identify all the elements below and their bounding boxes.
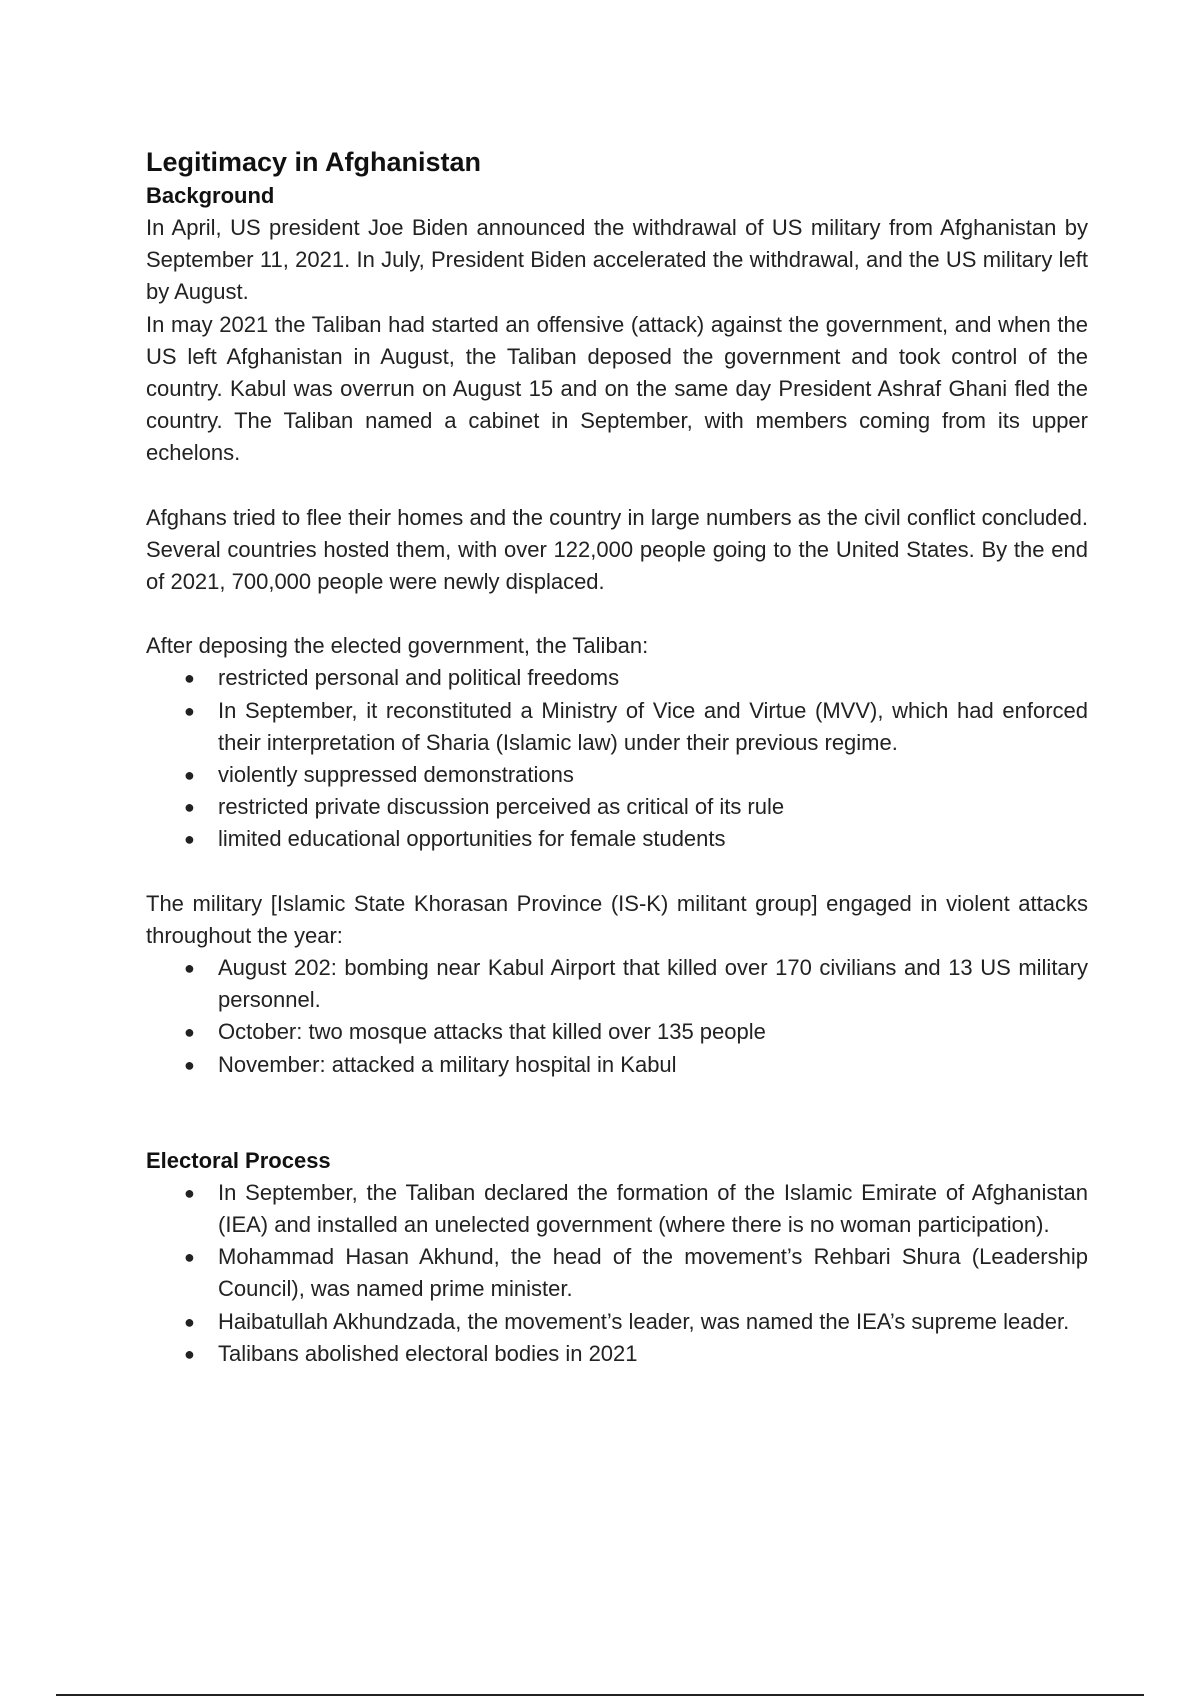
bullet-icon: ●: [184, 797, 195, 818]
background-heading: Background: [146, 183, 275, 208]
taliban-actions-intro: After deposing the elected government, the Taliban:: [146, 633, 649, 659]
bullet-icon: ●: [184, 1182, 195, 1203]
taliban-actions-list: [146, 662, 1088, 855]
bullet-icon: ●: [184, 1054, 195, 1075]
list-item: ● violently suppressed demonstrations: [218, 759, 1088, 791]
electoral-heading: Electoral Process: [146, 1147, 331, 1173]
list-item: ● August 202: bombing near Kabul Airport that killed over 170 civilians and 13 US military personnel.: [218, 952, 1088, 1016]
list-item: ● Mohammad Hasan Akhund, the head of the movement’s Rehbari Shura (Leadership Council), was named prime minister.: [218, 1241, 1088, 1305]
bullet-icon: ●: [184, 1311, 195, 1332]
bullet-icon: ●: [184, 700, 195, 721]
spacer: [146, 598, 1088, 630]
page-divider: [56, 1694, 1144, 1696]
list-item: ● Haibatullah Akhundzada, the movement’s leader, was named the IEA’s supreme leader.: [218, 1306, 1088, 1338]
bullet-icon: ●: [184, 765, 195, 786]
list-item: ● restricted private discussion perceived as critical of its rule: [218, 791, 1088, 823]
bullet-icon: ●: [184, 1247, 195, 1268]
bullet-icon: ●: [184, 1022, 195, 1043]
bullet-icon: ●: [184, 958, 195, 979]
electoral-list: [146, 1177, 1088, 1370]
spacer: [146, 1081, 1088, 1145]
bullet-icon: ●: [184, 668, 195, 689]
list-item: ● In September, it reconstituted a Ministry of Vice and Virtue (MVV), which had enforced their interpretation of Sharia (Islamic law) under their previous regime.: [218, 695, 1088, 759]
list-item: ● restricted personal and political freedoms: [218, 662, 1088, 694]
spacer: [146, 856, 1088, 888]
spacer: [146, 470, 1088, 502]
document-page: [146, 144, 1088, 1370]
attacks-list: [146, 952, 1088, 1081]
list-item: ● October: two mosque attacks that killed over 135 people: [218, 1016, 1088, 1048]
document-title: Legitimacy in Afghanistan: [146, 147, 482, 177]
list-item: ● limited educational opportunities for female students: [218, 823, 1088, 855]
list-item: ● Talibans abolished electoral bodies in 2021: [218, 1338, 1088, 1370]
list-item: ● In September, the Taliban declared the formation of the Islamic Emirate of Afghanistan (IEA) and installed an unelected government (where there is no woman participation).: [218, 1177, 1088, 1241]
background-paragraph-3: Afghans tried to flee their homes and the country in large numbers as the civil conflict concluded. Several countries hosted them, with over 122,000 people going to the United States. By the end of 2021, 700,000 people were newly displaced.: [146, 504, 1088, 595]
military-intro: The military [Islamic State Khorasan Province (IS-K) militant group] engaged in violent attacks throughout the year:: [146, 890, 1088, 948]
bullet-icon: ●: [184, 1343, 195, 1364]
background-paragraph-1: In April, US president Joe Biden announced the withdrawal of US military from Afghanistan by September 11, 2021. In July, President Biden accelerated the withdrawal, and the US military left by August.: [146, 215, 1088, 305]
bullet-icon: ●: [184, 829, 195, 850]
list-item: ● November: attacked a military hospital in Kabul: [218, 1049, 1088, 1081]
background-paragraph-2: In may 2021 the Taliban had started an offensive (attack) against the government, and when the US left Afghanistan in August, the Taliban deposed the government and took control of the country. Kabul was overrun on August 15 and on the same day President Ashraf Ghani fled the country. The Taliban named a cabinet in September, with members coming from its upper echelons.: [146, 311, 1088, 466]
